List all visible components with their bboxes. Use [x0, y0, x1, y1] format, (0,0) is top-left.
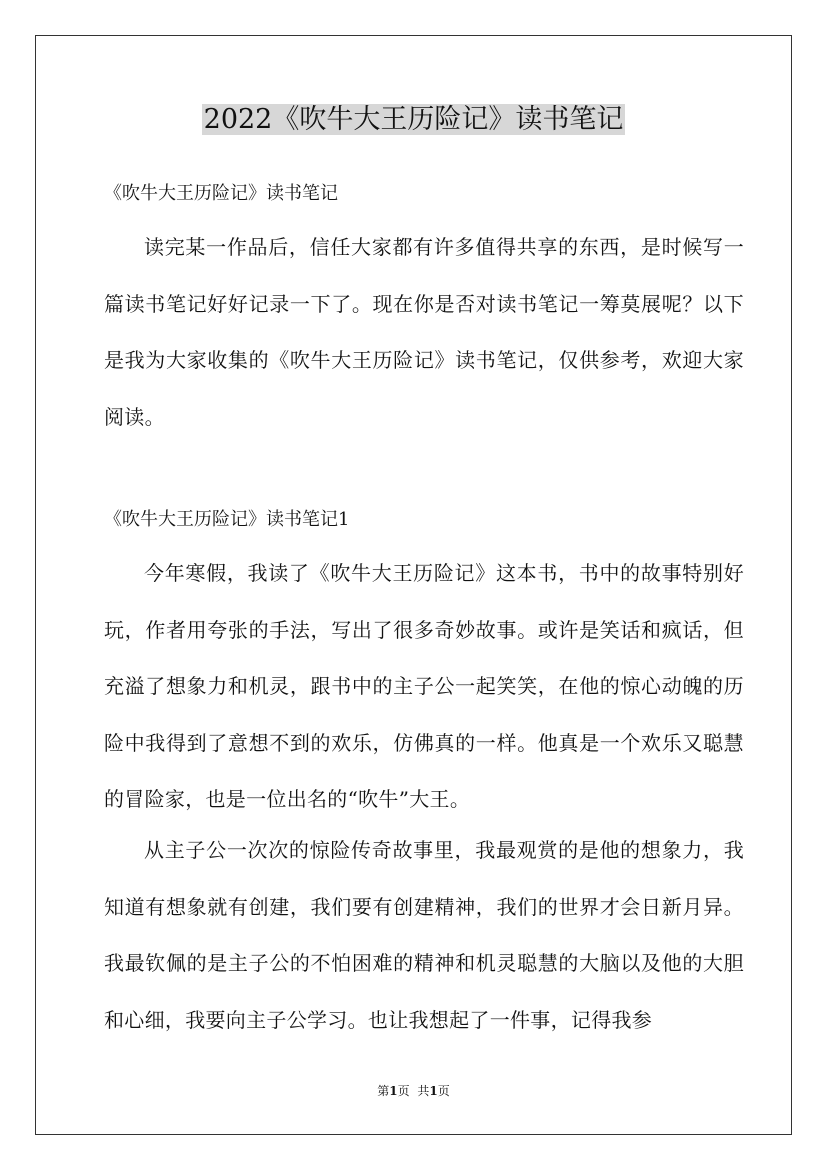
- document-subtitle: 《吹牛大王历险记》读书笔记: [104, 183, 338, 204]
- footer-page-suffix: 页: [397, 1084, 410, 1098]
- body-paragraph-1: 今年寒假，我读了《吹牛大王历险记》这本书，书中的故事特别好玩，作者用夸张的手法，写出了很多奇妙故事。或许是笑话和疯话，但充溢了想象力和机灵，跟书中的主子公一起笑笑，在他的惊心动魄的历险中我得到了意想不到的欢乐，仿佛真的一样。他真是一个欢乐又聪慧的冒险家，也是一位出名的“吹牛”大王。: [104, 561, 744, 811]
- footer-page-prefix: 第: [377, 1084, 390, 1098]
- section-heading: 《吹牛大王历险记》读书笔记1: [104, 509, 350, 530]
- footer-total-suffix: 页: [437, 1084, 450, 1098]
- body-paragraph-2: 从主子公一次次的惊险传奇故事里，我最观赏的是他的想象力，我知道有想象就有创建，我们要有创建精神，我们的世界才会日新月异。我最钦佩的是主子公的不怕困难的精神和机灵聪慧的大脑以及他的大胆和心细，我要向主子公学习。也让我想起了一件事，记得我参: [104, 838, 744, 1032]
- footer-total-prefix: 共: [417, 1084, 430, 1098]
- footer-page-number: 1: [389, 1084, 398, 1098]
- document-title-text: 2022《吹牛大王历险记》读书笔记: [203, 104, 624, 135]
- intro-paragraph: 读完某一作品后，信任大家都有许多值得共享的东西，是时候写一篇读书笔记好好记录一下了。现在你是否对读书笔记一筹莫展呢？以下是我为大家收集的《吹牛大王历险记》读书笔记，仅供参考，欢迎大家阅读。: [104, 235, 744, 429]
- document-title: [0, 100, 827, 140]
- footer-total-number: 1: [429, 1084, 438, 1098]
- page-footer: [0, 1082, 827, 1100]
